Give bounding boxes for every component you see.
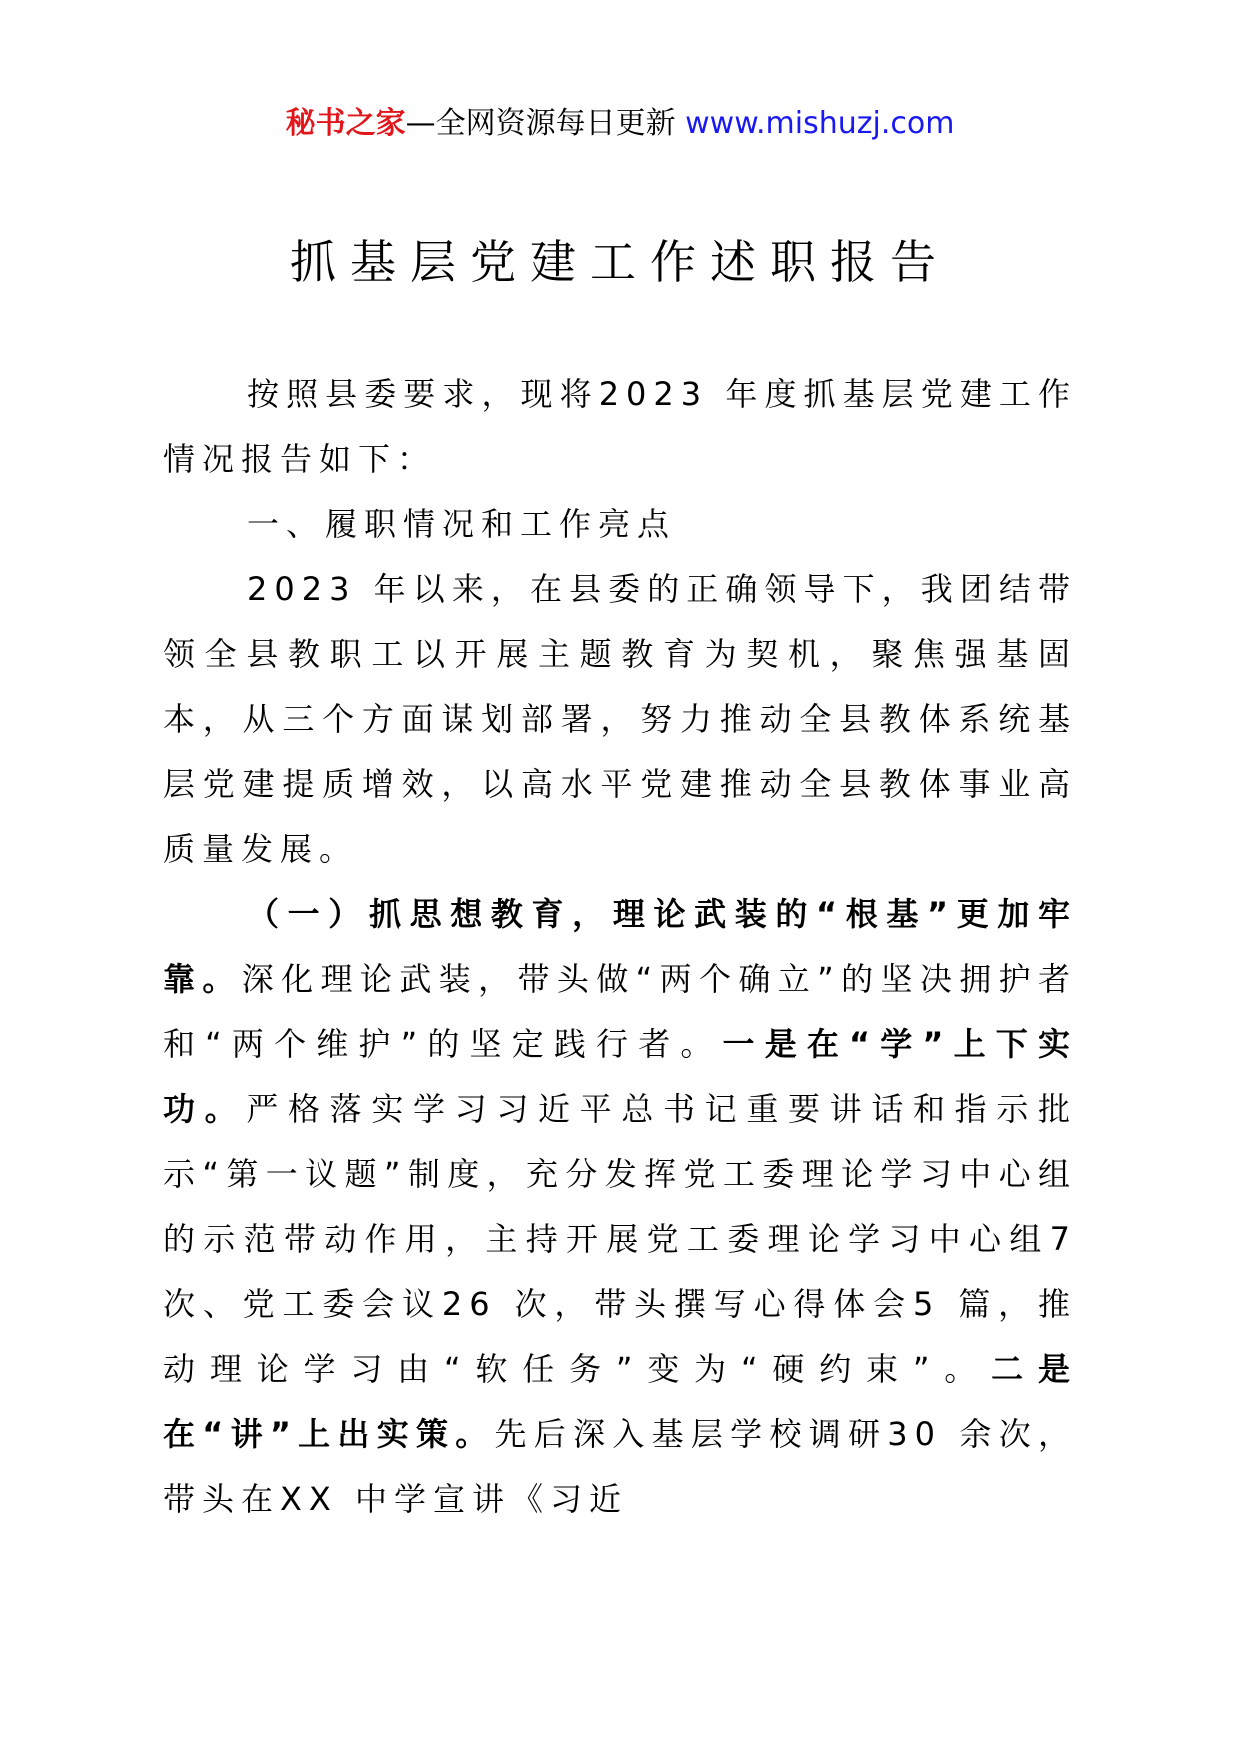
paragraph-1: 2023 年以来，在县委的正确领导下，我团结带领全县教职工以开展主题教育为契机，聚焦强基固本，从三个方面谋划部署，努力推动全县教体系统基层党建提质增效，以高水平党建推动全县教体事业高质量发展。 (163, 570, 1077, 868)
header-brand: 秘书之家 (285, 106, 406, 141)
section-heading-1: 一、履职情况和工作亮点 (247, 505, 677, 543)
document-title: 抓基层党建工作述职报告 (290, 235, 950, 289)
point-1-heading: 一是在“学”上下实功。 (163, 1025, 1077, 1128)
intro-paragraph: 按照县委要求，现将2023 年度抓基层党建工作情况报告如下： (163, 375, 1077, 478)
paragraph-2-text-3: 先后深入基层学校调研30 余次，带头在XX 中学宣讲《习近 (163, 1415, 1077, 1518)
document-body (163, 362, 1077, 1532)
site-header (0, 100, 1240, 148)
paragraph-2 (163, 882, 1077, 1532)
subsection-heading-1: （一）抓思想教育，理论武装的“根基”更加牢靠。 (163, 895, 1077, 998)
paragraph-2-text-1: 深化理论武装，带头做“两个确立”的坚决拥护者和“两个维护”的坚定践行者。 (163, 960, 1077, 1063)
header-url[interactable]: www.mishuzj.com (685, 106, 955, 141)
paragraph-2-text-2: 严格落实学习习近平总书记重要讲话和指示批示“第一议题”制度，充分发挥党工委理论学习中心组的示范带动作用，主持开展党工委理论学习中心组7 次、党工委会议26 次，带头撰写心得体会5 篇，推动理论学习由“软任务”变为“硬约束”。 (163, 1090, 1077, 1388)
point-2-heading: 二是在“讲”上出实策。 (163, 1350, 1077, 1453)
header-tagline: —全网资源每日更新 (405, 106, 686, 141)
